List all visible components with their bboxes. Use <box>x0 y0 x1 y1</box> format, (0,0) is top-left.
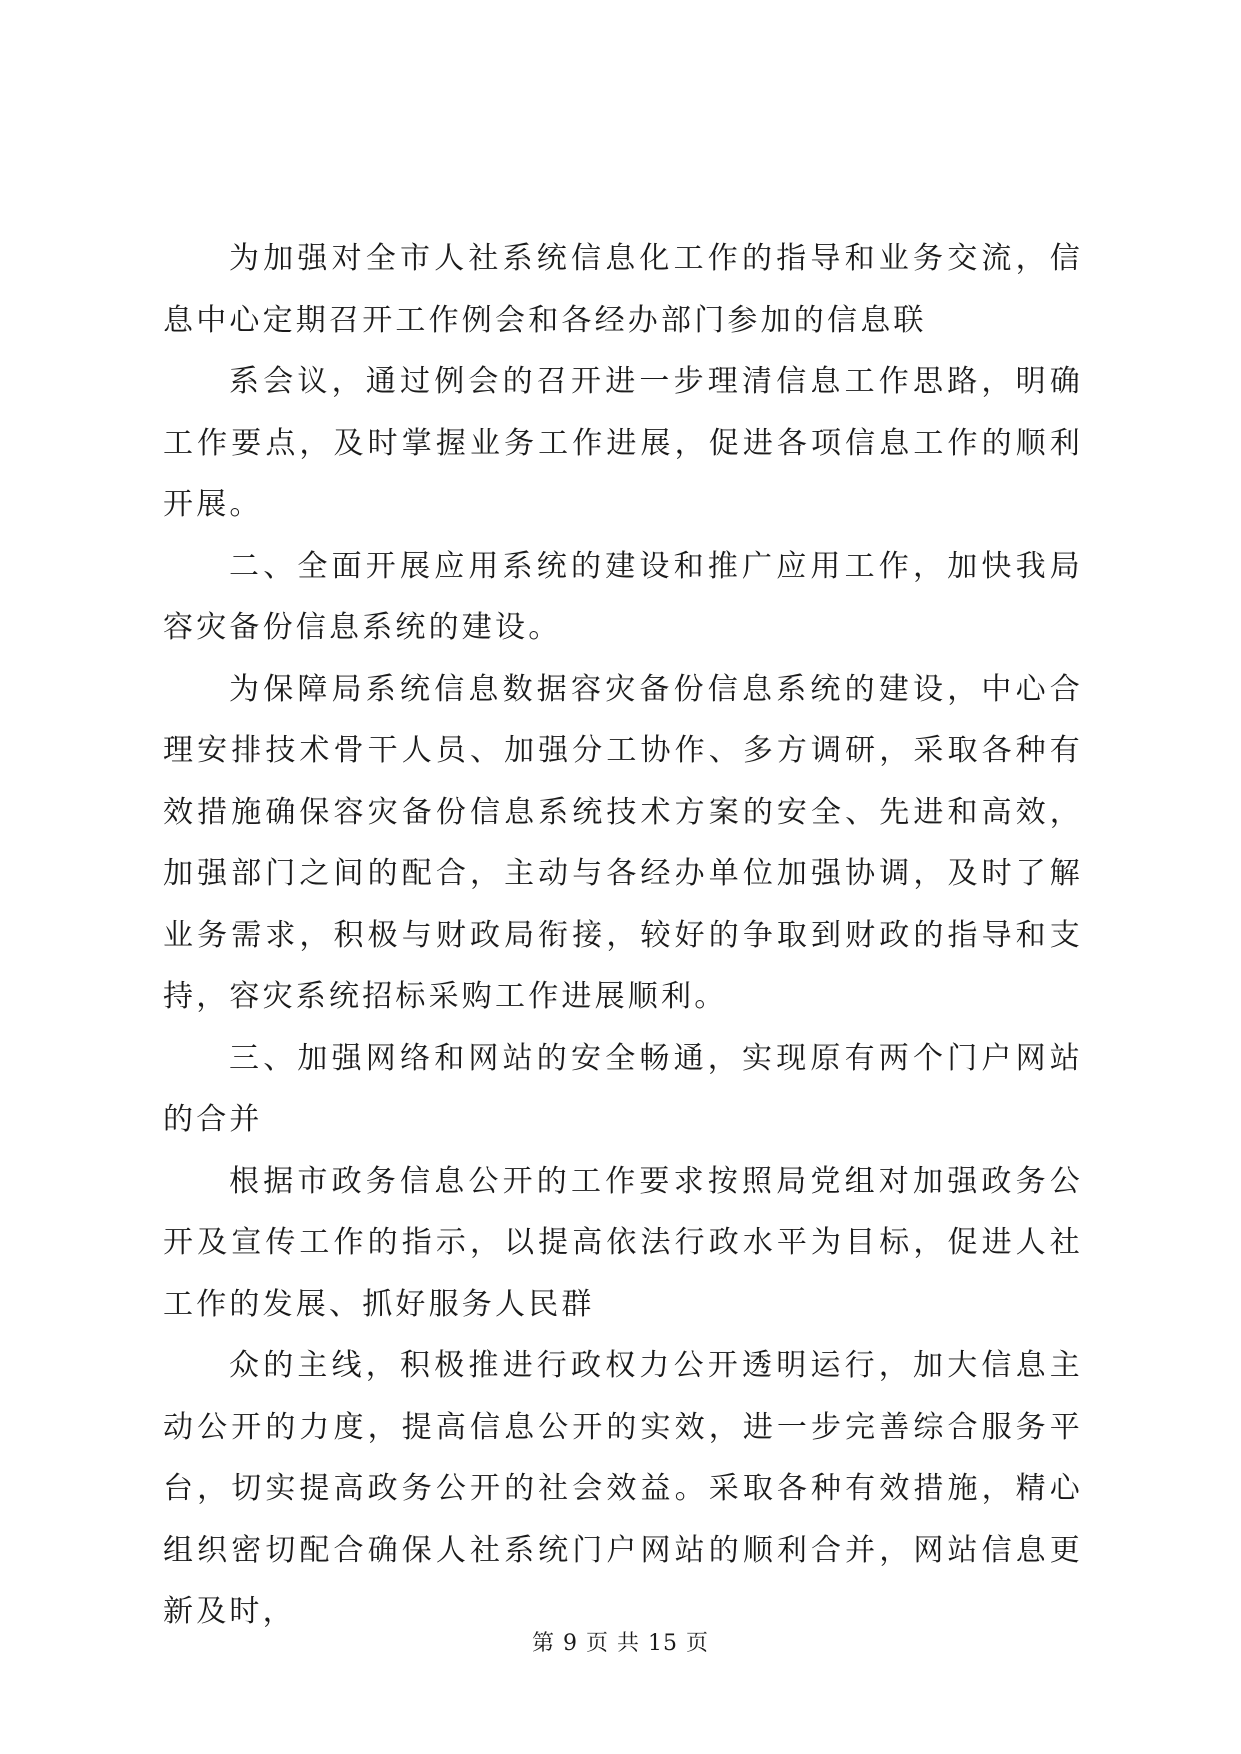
paragraph-1: 为加强对全市人社系统信息化工作的指导和业务交流，信息中心定期召开工作例会和各经办部门参加的信息联 <box>163 241 1083 338</box>
paragraph-4: 根据市政务信息公开的工作要求按照局党组对加强政务公开及宣传工作的指示，以提高依法行政水平为目标，促进人社工作的发展、抓好服务人民群 <box>163 1163 1083 1322</box>
paragraph-3: 为保障局系统信息数据容灾备份信息系统的建设，中心合理安排技术骨干人员、加强分工协作、多方调研，采取各种有效措施确保容灾备份信息系统技术方案的安全、先进和高效，加强部门之间的配合，主动与各经办单位加强协调，及时了解业务需求，积极与财政局衔接，较好的争取到财政的指导和支持，容灾系统招标采购工作进展顺利。 <box>163 671 1083 1014</box>
document-body <box>163 228 1083 1643</box>
section-heading-3: 三、加强网络和网站的安全畅通，实现原有两个门户网站的合并 <box>163 1040 1083 1137</box>
paragraph-5: 众的主线，积极推进行政权力公开透明运行，加大信息主动公开的力度，提高信息公开的实效，进一步完善综合服务平台，切实提高政务公开的社会效益。采取各种有效措施，精心组织密切配合确保人社系统门户网站的顺利合并，网站信息更新及时， <box>163 1348 1083 1629</box>
page-number-footer: 第 9 页 共 15 页 <box>532 1631 709 1656</box>
paragraph-2: 系会议，通过例会的召开进一步理清信息工作思路，明确工作要点，及时掌握业务工作进展，促进各项信息工作的顺利开展。 <box>163 364 1083 522</box>
section-heading-2: 二、全面开展应用系统的建设和推广应用工作，加快我局容灾备份信息系统的建设。 <box>163 548 1083 645</box>
